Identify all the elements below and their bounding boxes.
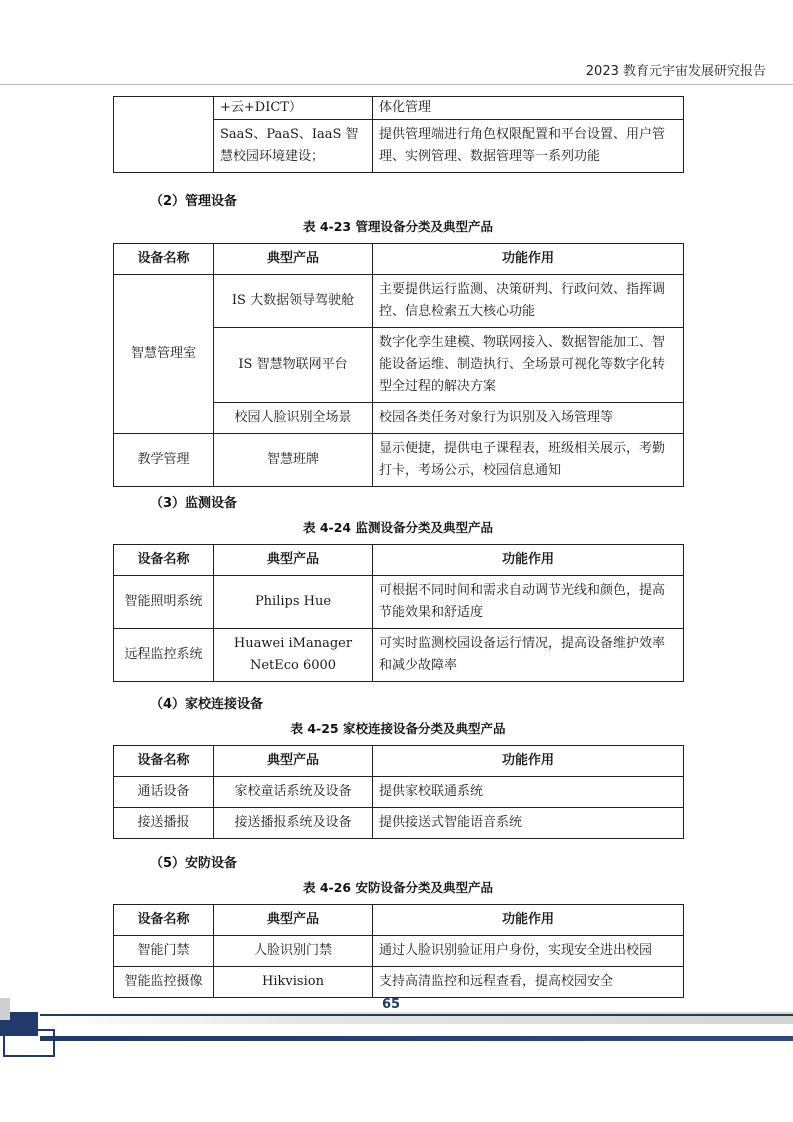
table-cell: IS 智慧物联网平台 — [214, 328, 373, 403]
table-cell: 接送播报系统及设备 — [214, 808, 373, 839]
table-cell: 支持高清监控和远程查看，提高校园安全 — [373, 967, 684, 998]
table-cell: 提供接送式智能语音系统 — [373, 808, 684, 839]
footer-thin-rule — [40, 1014, 793, 1016]
table-cell: 智能监控摄像 — [114, 967, 214, 998]
table-cell: 体化管理 — [373, 97, 684, 120]
header-rule — [0, 84, 793, 85]
table-cell: 接送播报 — [114, 808, 214, 839]
table-row — [114, 576, 684, 629]
table-caption-security: 表 4-26 安防设备分类及典型产品 — [303, 880, 493, 895]
column-header: 典型产品 — [214, 545, 373, 576]
column-header: 功能作用 — [373, 905, 684, 936]
column-header: 设备名称 — [114, 545, 214, 576]
table-cell: 可根据不同时间和需求自动调节光线和颜色，提高节能效果和舒适度 — [373, 576, 684, 629]
table-cell: 校园人脸识别全场景 — [214, 403, 373, 434]
column-header: 典型产品 — [214, 746, 373, 777]
security-table — [113, 904, 684, 998]
table-cell: SaaS、PaaS、IaaS 智慧校园环境建设； — [214, 120, 373, 173]
column-header: 功能作用 — [373, 746, 684, 777]
table-cell: Philips Hue — [214, 576, 373, 629]
column-header: 功能作用 — [373, 545, 684, 576]
continued-table — [113, 96, 684, 173]
section-heading-monitoring: （3）监测设备 — [150, 496, 238, 511]
column-header: 典型产品 — [214, 244, 373, 275]
footer-navy-rule — [40, 1036, 793, 1041]
table-cell: IS 大数据领导驾驶舱 — [214, 275, 373, 328]
home-school-table — [113, 745, 684, 839]
table-cell: 可实时监测校园设备运行情况，提高设备维护效率和减少故障率 — [373, 629, 684, 682]
column-header: 设备名称 — [114, 905, 214, 936]
table-row — [114, 936, 684, 967]
table-row — [114, 275, 684, 328]
table-cell: 远程监控系统 — [114, 629, 214, 682]
table-cell: 智慧管理室 — [114, 275, 214, 434]
table-row — [114, 967, 684, 998]
table-header-row — [114, 746, 684, 777]
running-header: 2023 教育元宇宙发展研究报告 — [585, 64, 766, 79]
table-cell: 通话设备 — [114, 777, 214, 808]
table-cell: Huawei iManager NetEco 6000 — [214, 629, 373, 682]
column-header: 设备名称 — [114, 244, 214, 275]
section-heading-security: （5）安防设备 — [150, 856, 238, 871]
management-table — [113, 243, 684, 487]
table-cell: 智能门禁 — [114, 936, 214, 967]
table-cell: Hikvision — [214, 967, 373, 998]
table-cell: 主要提供运行监测、决策研判、行政问效、指挥调控、信息检索五大核心功能 — [373, 275, 684, 328]
table-cell: 校园各类任务对象行为识别及入场管理等 — [373, 403, 684, 434]
table-cell: 显示便捷，提供电子课程表，班级相关展示，考勤打卡，考场公示，校园信息通知 — [373, 434, 684, 487]
table-header-row — [114, 905, 684, 936]
section-heading-home-school: （4）家校连接设备 — [150, 697, 264, 712]
table-cell: 智慧班牌 — [214, 434, 373, 487]
table-cell: 通过人脸识别验证用户身份，实现安全进出校园 — [373, 936, 684, 967]
footer-gray-band — [40, 1012, 793, 1024]
table-cell: 数字化孪生建模、物联网接入、数据智能加工、智能设备运维、制造执行、全场景可视化等数字化转型全过程的解决方案 — [373, 328, 684, 403]
footer-gray-block — [0, 998, 10, 1020]
column-header: 功能作用 — [373, 244, 684, 275]
table-caption-management: 表 4-23 管理设备分类及典型产品 — [303, 219, 493, 234]
table-cell — [114, 97, 214, 173]
table-cell: +云+DICT） — [214, 97, 373, 120]
page-number: 65 — [381, 997, 401, 1012]
table-cell: 提供家校联通系统 — [373, 777, 684, 808]
monitoring-table — [113, 544, 684, 682]
section-heading-management: （2）管理设备 — [150, 194, 238, 209]
table-cell: 智能照明系统 — [114, 576, 214, 629]
table-row — [114, 434, 684, 487]
table-header-row — [114, 244, 684, 275]
table-caption-monitoring: 表 4-24 监测设备分类及典型产品 — [303, 520, 493, 535]
column-header: 典型产品 — [214, 905, 373, 936]
table-cell: 家校童话系统及设备 — [214, 777, 373, 808]
table-header-row — [114, 545, 684, 576]
table-cell: 教学管理 — [114, 434, 214, 487]
table-cell: 人脸识别门禁 — [214, 936, 373, 967]
column-header: 设备名称 — [114, 746, 214, 777]
table-cell: 提供管理端进行角色权限配置和平台设置、用户管理、实例管理、数据管理等一系列功能 — [373, 120, 684, 173]
table-row — [114, 777, 684, 808]
table-row — [114, 97, 684, 120]
table-row — [114, 808, 684, 839]
table-row — [114, 629, 684, 682]
table-caption-home-school: 表 4-25 家校连接设备分类及典型产品 — [290, 721, 506, 736]
